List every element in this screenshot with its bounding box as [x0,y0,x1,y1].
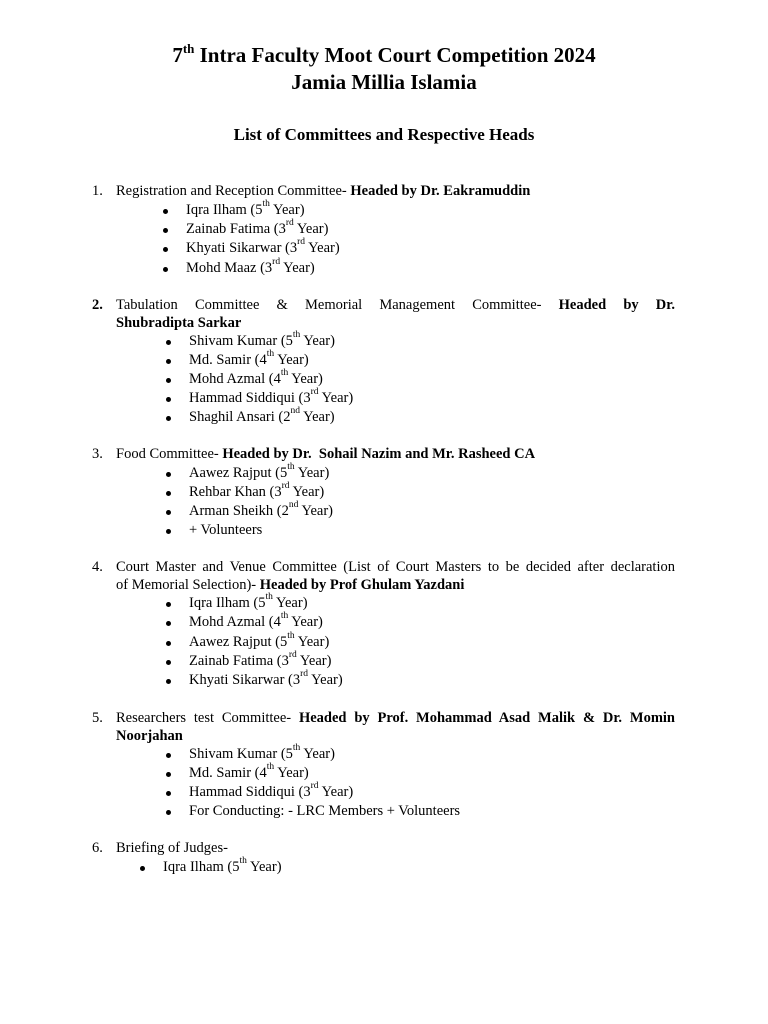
member-name: Khyati Sikarwar (3rd Year) [186,237,340,256]
committee-head: Headed by Dr. Eakramuddin [350,183,531,199]
member-name: Khyati Sikarwar (3rd Year) [189,669,343,688]
bullet-icon [163,247,168,252]
member-name: Hammad Siddiqui (3rd Year) [189,781,354,800]
bullet-icon [166,529,171,534]
committee-number: 6. [92,840,103,856]
bullet-icon [163,209,168,214]
member-name: Shaghil Ansari (2nd Year) [189,406,335,425]
committee-name-line-2: of Memorial Selection)- [116,577,260,593]
bullet-icon [166,378,171,383]
bullet-icon [166,510,171,515]
committee-head: Headed by Prof Ghulam Yazdani [259,577,465,593]
page-title [0,42,768,96]
member-name: For Conducting: - LRC Members + Volunteers [189,803,461,819]
member-name: Md. Samir (4th Year) [189,762,309,781]
bullet-icon [166,397,171,402]
committee-heading-line-2 [116,314,675,332]
committee-head-line-2: Noorjahan [116,728,183,744]
committee-heading [116,182,675,200]
committee-name: Researchers test Committee- [116,710,299,726]
title-line-2: Jamia Millia Islamia [291,70,477,94]
committee-number: 4. [92,559,103,575]
bullet-icon [163,228,168,233]
member-name: Md. Samir (4th Year) [189,349,309,368]
committee-head: Headed by Prof. Mohammad Asad Malik & Dr. Momin [298,710,675,726]
member-name: Aawez Rajput (5th Year) [189,631,330,650]
committee-number: 2. [92,297,103,313]
bullet-icon [163,267,168,272]
member-name: Shivam Kumar (5th Year) [189,330,335,349]
member-name: Iqra Ilham (5th Year) [163,856,282,875]
committee-number: 5. [92,710,103,726]
committee-heading-line-2 [116,727,675,745]
member-name: Zainab Fatima (3rd Year) [189,650,332,669]
committee-name: Food Committee- [116,446,223,462]
committee-name: Registration and Reception Committee- [116,183,351,199]
member-name: + Volunteers [189,522,263,538]
bullet-icon [166,679,171,684]
bullet-icon [166,641,171,646]
committee-name: Briefing of Judges- [116,840,228,856]
member-name: Mohd Azmal (4th Year) [189,611,323,630]
bullet-icon [166,621,171,626]
title-line-1 [0,42,768,69]
bullet-icon [166,416,171,421]
member-name: Hammad Siddiqui (3rd Year) [189,387,354,406]
bullet-icon [166,772,171,777]
committee-head: Headed by Dr. Sohail Nazim and Mr. Rasheed CA [222,446,536,462]
committee-heading [116,296,675,314]
committee-heading [116,445,675,463]
bullet-icon [166,791,171,796]
bullet-icon [166,472,171,477]
committee-number: 3. [92,446,103,462]
member-name: Mohd Maaz (3rd Year) [186,257,315,276]
member-name: Aawez Rajput (5th Year) [189,462,330,481]
member-name: Arman Sheikh (2nd Year) [189,500,334,519]
bullet-icon [166,660,171,665]
member-name: Rehbar Khan (3rd Year) [189,481,325,500]
committee-name: Court Master and Venue Committee (List of Court Masters to be decided after declaration [116,559,675,575]
title-ordinal: 7 [172,43,183,67]
committee-heading-line-2 [116,576,675,594]
member-name: Iqra Ilham (5th Year) [189,592,308,611]
title-text: Intra Faculty Moot Court Competition 2024 [194,43,596,67]
bullet-icon [166,340,171,345]
bullet-icon [166,810,171,815]
member-name: Iqra Ilham (5th Year) [186,199,305,218]
committee-number: 1. [92,183,103,199]
bullet-icon [140,866,145,871]
committee-heading [116,558,675,576]
bullet-icon [166,753,171,758]
committee-heading [116,709,675,727]
bullet-icon [166,491,171,496]
committee-head: Headed by Dr. [558,297,676,313]
page-subtitle: List of Committees and Respective Heads [233,125,535,144]
committee-head-line-2: Shubradipta Sarkar [116,315,242,331]
member-name: Shivam Kumar (5th Year) [189,743,335,762]
bullet-icon [166,359,171,364]
bullet-icon [166,602,171,607]
committee-heading [116,839,675,857]
member-name: Zainab Fatima (3rd Year) [186,218,329,237]
member-name: Mohd Azmal (4th Year) [189,368,323,387]
committee-name: Tabulation Committee & Memorial Management Committee- [116,297,559,313]
title-ordinal-suffix: th [182,41,195,56]
